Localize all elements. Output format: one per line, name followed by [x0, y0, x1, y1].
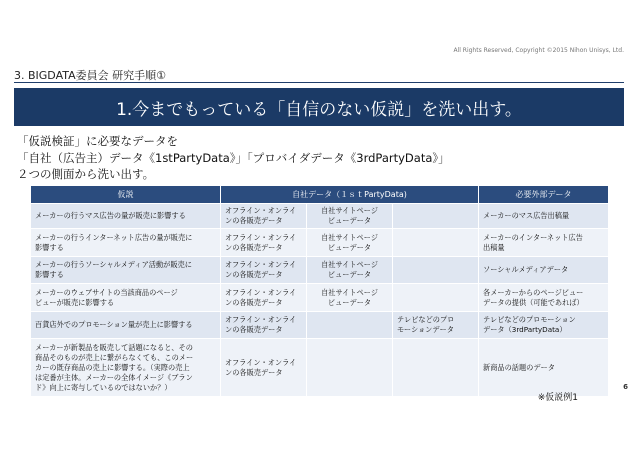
table-row	[31, 204, 609, 229]
intro-line-2: 「自社（広告主）データ《1stPartyData》」「プロバイダデータ《3rdPartyData》」	[17, 150, 450, 165]
hypothesis-cell: 百貨店外でのプロモーション量が売上に影響する	[31, 312, 221, 339]
slide-title-banner	[14, 88, 624, 126]
own-data-promo-cell	[393, 257, 479, 284]
header-external-data: 必要外部データ	[479, 186, 609, 204]
hypothesis-cell: メーカーが新製品を販売して話題になると、その 商品そのものが売上に繋がらなくても、このメー カーの既存商品の売上に影響する。（実際の売上 は定番が主体。メーカーの全体イメージ《ブラン ド》向上に寄与しているのではないか？）	[31, 339, 221, 397]
table-header-row	[31, 186, 609, 204]
intro-line-3: ２つの側面から洗い出す。	[17, 167, 155, 181]
intro-line-1: 「仮説検証」に必要なデータを	[17, 134, 178, 148]
own-data-pageview-cell	[307, 312, 393, 339]
own-data-promo-cell	[393, 284, 479, 312]
own-data-pageview-cell: 自社サイトページ ビューデータ	[307, 257, 393, 284]
hypothesis-cell: メーカーの行うソーシャルメディア活動が販売に 影響する	[31, 257, 221, 284]
table-row	[31, 284, 609, 312]
external-data-cell: メーカーのインターネット広告 出稿量	[479, 229, 609, 257]
hypothesis-table	[30, 185, 609, 397]
hypothesis-cell: メーカーの行うインターネット広告の量が販売に 影響する	[31, 229, 221, 257]
own-data-promo-cell: テレビなどのプロ モーションデータ	[393, 312, 479, 339]
own-data-pageview-cell	[307, 339, 393, 397]
own-data-sales-cell: オフライン・オンライ ンの各販売データ	[221, 284, 307, 312]
own-data-pageview-cell: 自社サイトページ ビューデータ	[307, 204, 393, 229]
own-data-sales-cell: オフライン・オンライ ンの各販売データ	[221, 312, 307, 339]
page-number: 6	[623, 383, 628, 391]
hypothesis-cell: メーカーのウェブサイトの当該商品のページ ビューが販売に影響する	[31, 284, 221, 312]
intro-text	[17, 133, 450, 183]
copyright-text: All Rights Reserved, Copyright ©2015 Nihon Unisys, Ltd.	[453, 47, 624, 54]
header-own-data: 自社データ（１ｓｔPartyData)	[221, 186, 479, 204]
own-data-sales-cell: オフライン・オンライ ンの各販売データ	[221, 257, 307, 284]
table-row	[31, 339, 609, 397]
header-divider	[14, 82, 624, 83]
external-data-cell: テレビなどのプロモーション データ（3rdPartyData）	[479, 312, 609, 339]
section-title: 3. BIGDATA委員会 研究手順①	[14, 69, 167, 82]
table-row	[31, 257, 609, 284]
table-row	[31, 312, 609, 339]
slide-title: 1.今までもっている「自信のない仮説」を洗い出す。	[116, 99, 522, 120]
own-data-promo-cell	[393, 229, 479, 257]
external-data-cell: 新商品の話題のデータ	[479, 339, 609, 397]
own-data-promo-cell	[393, 339, 479, 397]
own-data-sales-cell: オフライン・オンライ ンの各販売データ	[221, 339, 307, 397]
own-data-promo-cell	[393, 204, 479, 229]
external-data-cell: メーカーのマス広告出稿量	[479, 204, 609, 229]
external-data-cell: ソーシャルメディアデータ	[479, 257, 609, 284]
hypothesis-example-note: ※仮説例1	[537, 393, 578, 403]
header-hypothesis: 仮説	[31, 186, 221, 204]
own-data-sales-cell: オフライン・オンライ ンの各販売データ	[221, 204, 307, 229]
hypothesis-cell: メーカーの行うマス広告の量が販売に影響する	[31, 204, 221, 229]
external-data-cell: 各メーカーからのページビュー データの提供（可能であれば）	[479, 284, 609, 312]
table-row	[31, 229, 609, 257]
own-data-pageview-cell: 自社サイトページ ビューデータ	[307, 229, 393, 257]
own-data-pageview-cell: 自社サイトページ ビューデータ	[307, 284, 393, 312]
own-data-sales-cell: オフライン・オンライ ンの各販売データ	[221, 229, 307, 257]
